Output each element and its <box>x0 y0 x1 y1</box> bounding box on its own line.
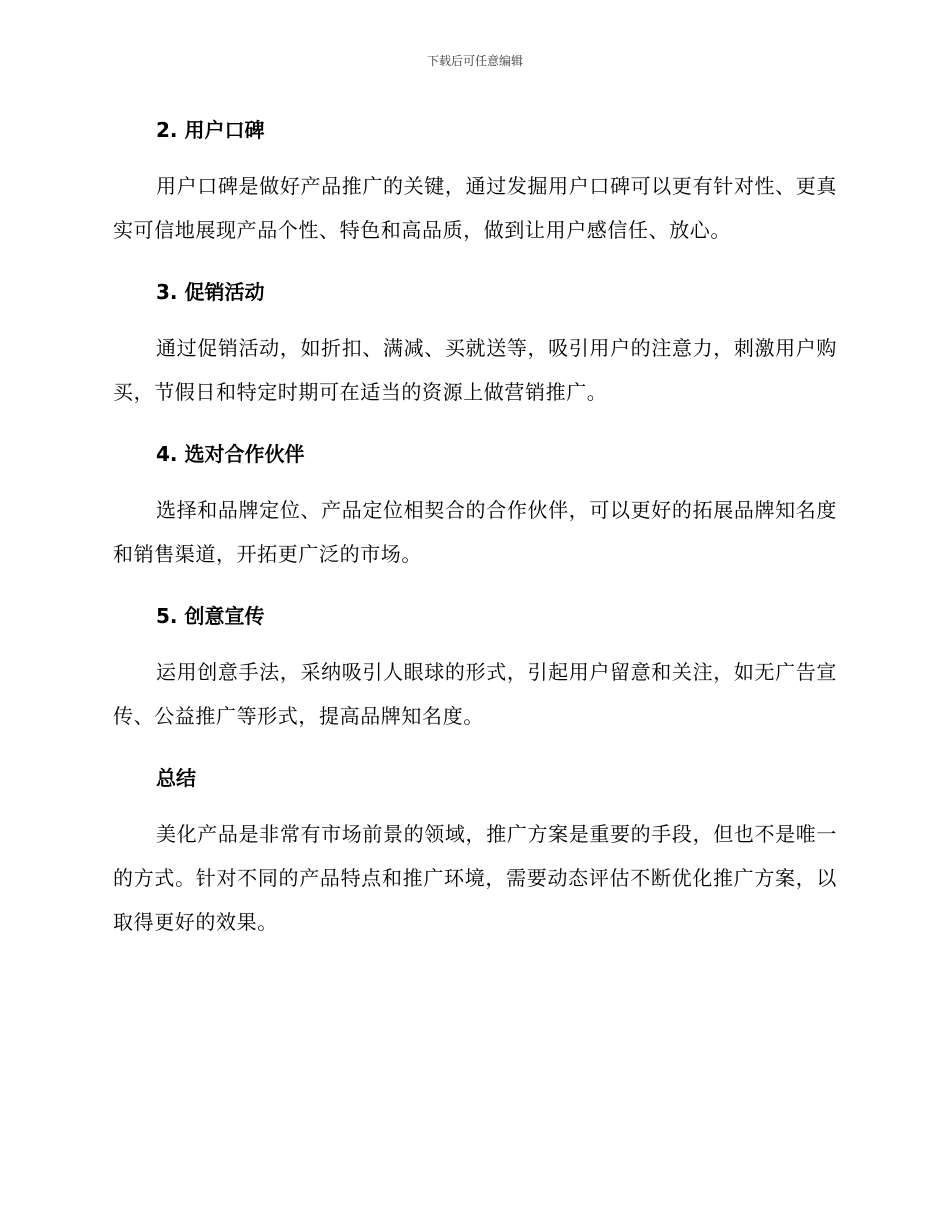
section-heading-user-reputation: 2. 用户口碑 <box>156 118 265 142</box>
section-heading-partners: 4. 选对合作伙伴 <box>156 442 305 466</box>
paragraph-creative-publicity: 运用创意手法，采纳吸引人眼球的形式，引起用户留意和关注，如无广告宣传、公益推广等形式，提高品牌知名度。 <box>113 660 837 728</box>
section-heading-summary: 总结 <box>156 766 196 790</box>
document-body <box>113 110 837 964</box>
page-header: 下载后可任意编辑 <box>426 54 523 68</box>
paragraph-summary: 美化产品是非常有市场前景的领域，推广方案是重要的手段，但也不是唯一的方式。针对不同的产品特点和推广环境，需要动态评估不断优化推广方案，以取得更好的效果。 <box>113 822 837 934</box>
section-heading-creative-publicity: 5. 创意宣传 <box>156 604 265 628</box>
paragraph-partners: 选择和品牌定位、产品定位相契合的合作伙伴，可以更好的拓展品牌知名度和销售渠道，开拓更广泛的市场。 <box>113 498 837 566</box>
paragraph-user-reputation: 用户口碑是做好产品推广的关键，通过发掘用户口碑可以更有针对性、更真实可信地展现产品个性、特色和高品质，做到让用户感信任、放心。 <box>113 174 837 242</box>
section-heading-promotions: 3. 促销活动 <box>156 280 265 304</box>
paragraph-promotions: 通过促销活动，如折扣、满减、买就送等，吸引用户的注意力，刺激用户购买，节假日和特定时期可在适当的资源上做营销推广。 <box>113 336 837 404</box>
